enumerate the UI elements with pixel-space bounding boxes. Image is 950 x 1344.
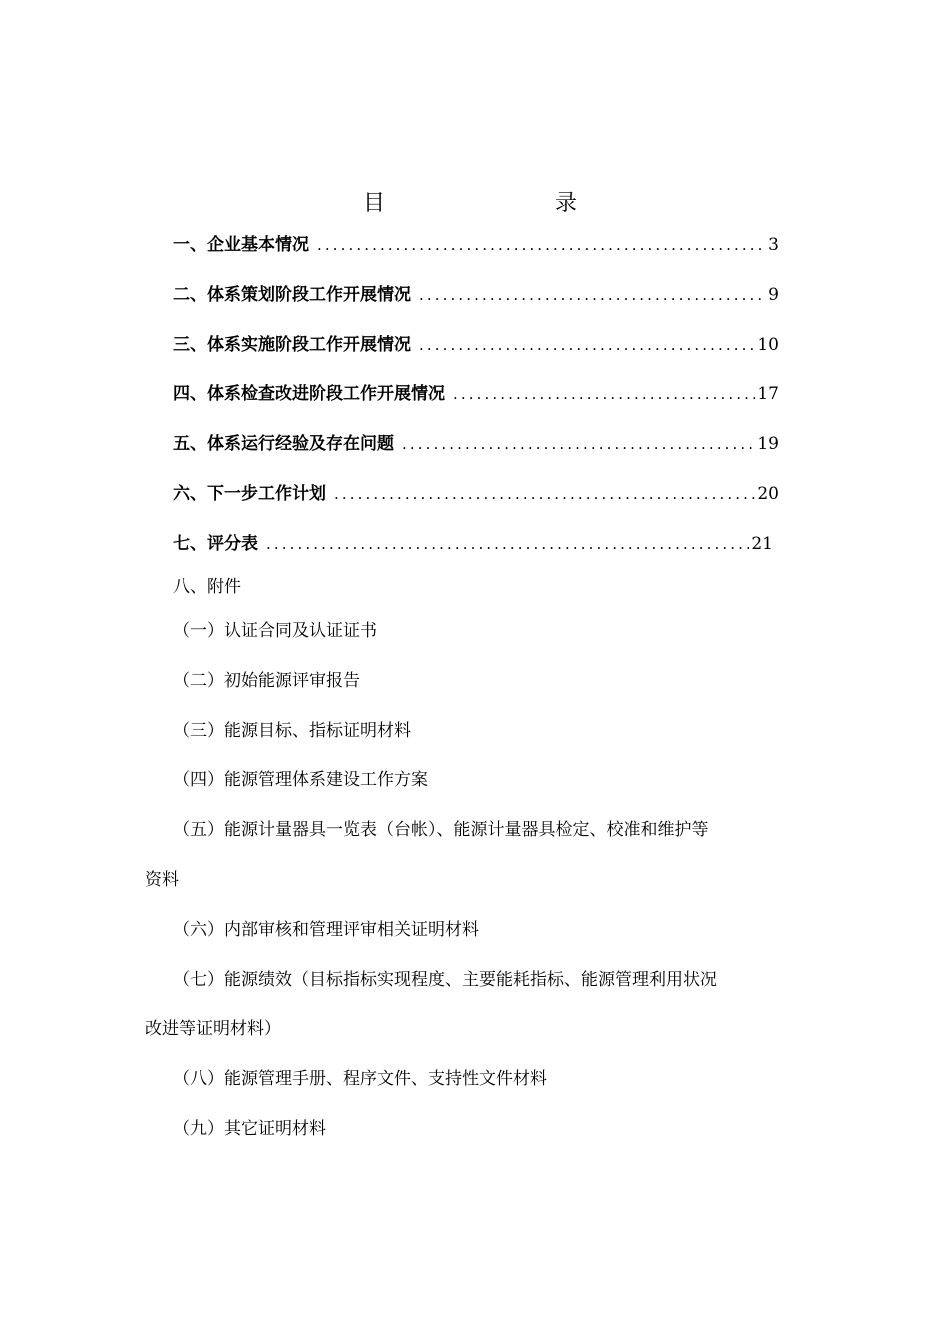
toc-entry[interactable]	[173, 531, 773, 557]
toc-entry-page: 3	[768, 235, 779, 255]
toc-entry[interactable]	[173, 481, 779, 507]
toc-entry-label: 三、体系实施阶段工作开展情况	[173, 335, 411, 355]
appendix-item: （五）能源计量器具一览表（台帐）、能源计量器具检定、校准和维护等	[173, 820, 709, 840]
toc-leader-dots	[266, 531, 749, 557]
toc-leader-dots	[402, 431, 755, 457]
toc-entry-label: 六、下一步工作计划	[173, 484, 326, 504]
appendix-item: （七）能源绩效（目标指标实现程度、主要能耗指标、能源管理利用状况	[173, 970, 717, 990]
toc-entry[interactable]	[173, 431, 779, 457]
toc-entry-label: 二、体系策划阶段工作开展情况	[173, 285, 411, 305]
appendix-item: （一）认证合同及认证证书	[173, 621, 377, 641]
toc-entry[interactable]	[173, 381, 779, 407]
appendix-item: （九）其它证明材料	[173, 1119, 326, 1139]
toc-entry-page: 21	[751, 534, 773, 554]
toc-entry-page: 9	[768, 285, 779, 305]
toc-title: 目 录	[362, 191, 619, 216]
toc-leader-dots	[419, 282, 766, 308]
appendix-item: （四）能源管理体系建设工作方案	[173, 770, 428, 790]
appendix-item: （八）能源管理手册、程序文件、支持性文件材料	[173, 1069, 547, 1089]
toc-leader-dots	[334, 481, 755, 507]
appendix-item: （二）初始能源评审报告	[173, 671, 360, 691]
toc-entry-page: 19	[757, 434, 779, 454]
toc-entry-label: 一、企业基本情况	[173, 235, 309, 255]
toc-entry[interactable]	[173, 232, 779, 258]
appendix-item-continuation: 资料	[145, 870, 179, 890]
appendix-item: （六）内部审核和管理评审相关证明材料	[173, 920, 479, 940]
toc-entry-page: 17	[757, 384, 779, 404]
toc-entry-label: 五、体系运行经验及存在问题	[173, 434, 394, 454]
toc-entry-page: 20	[757, 484, 779, 504]
appendix-heading: 八、附件	[173, 577, 241, 597]
toc-leader-dots	[453, 381, 755, 407]
toc-entry[interactable]	[173, 282, 779, 308]
toc-entry-label: 四、体系检查改进阶段工作开展情况	[173, 384, 445, 404]
toc-entry-label: 七、评分表	[173, 534, 258, 554]
toc-leader-dots	[419, 332, 755, 358]
toc-leader-dots	[317, 232, 766, 258]
toc-entry[interactable]	[173, 332, 779, 358]
toc-entry-page: 10	[757, 335, 779, 355]
appendix-item-continuation: 改进等证明材料）	[145, 1019, 281, 1039]
appendix-item: （三）能源目标、指标证明材料	[173, 721, 411, 741]
